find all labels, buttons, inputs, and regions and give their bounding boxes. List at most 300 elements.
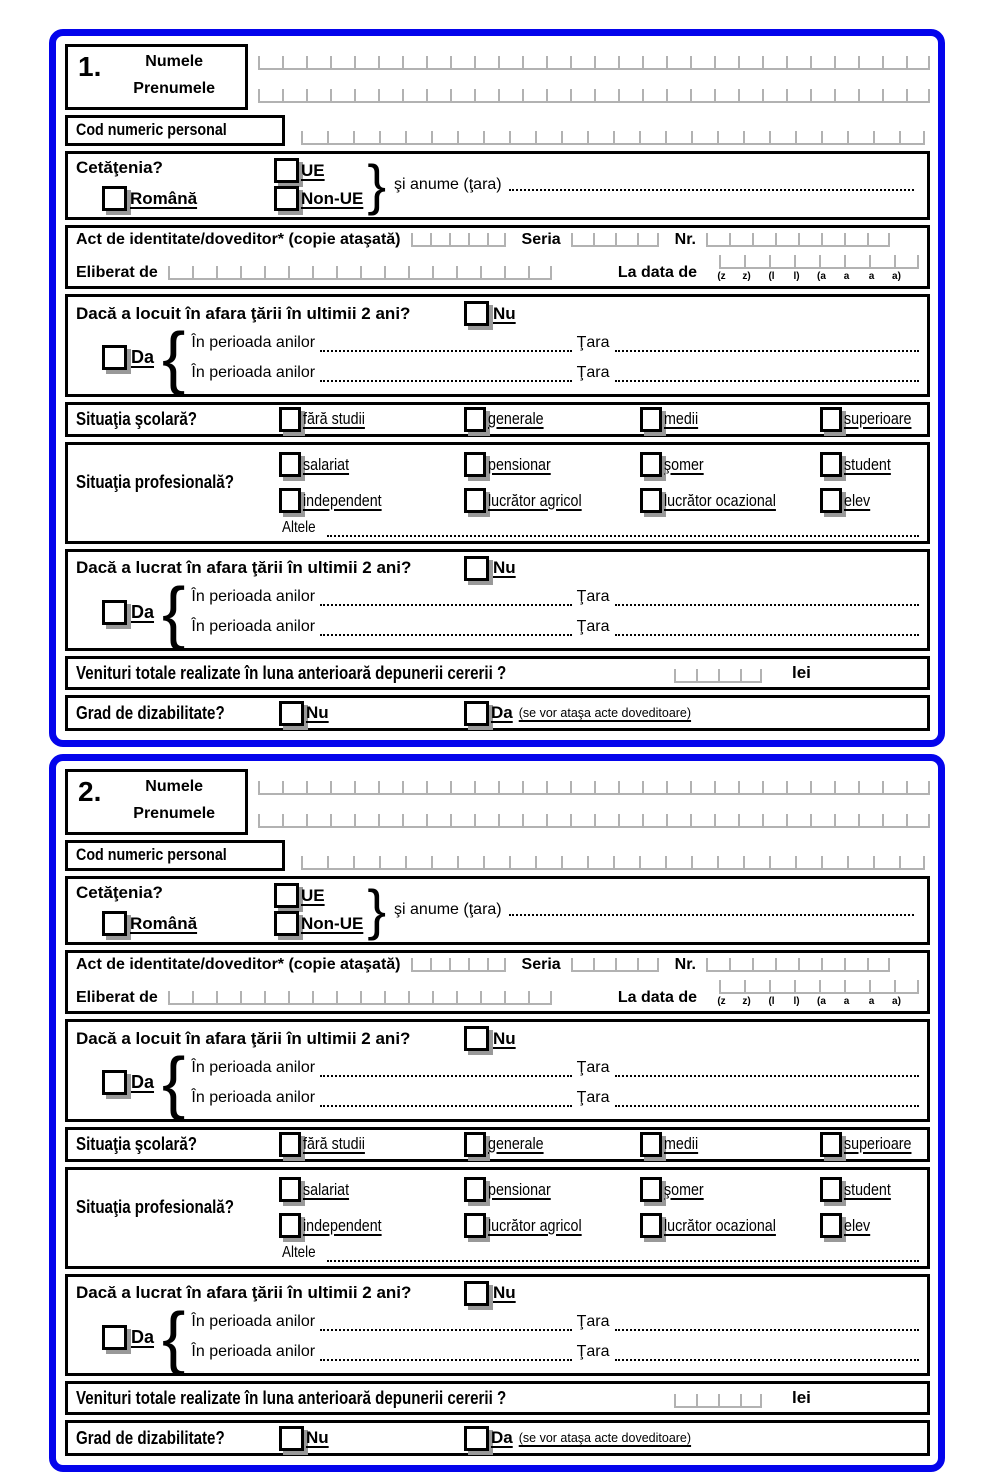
disability-row: [65, 1420, 930, 1456]
date-hint: (l: [768, 271, 775, 282]
citizenship-left: [76, 158, 274, 211]
country-label: Ţara: [576, 1313, 610, 1331]
option-salariat: [279, 1177, 464, 1202]
salariat-label: salariat: [303, 454, 350, 474]
period-write-in-line[interactable]: [320, 369, 572, 382]
date-hint: z): [742, 996, 751, 1007]
non-ue-option: [274, 186, 363, 211]
option-somer: [640, 452, 820, 477]
yes-label: Da: [491, 1428, 513, 1447]
income-question: Venituri totale realizate în luna anterioară depunerii cererii ?: [76, 662, 507, 683]
income-row: [65, 1381, 930, 1415]
somer-checkbox[interactable]: [640, 452, 662, 477]
date-comb[interactable]: [719, 980, 919, 994]
romana-checkbox[interactable]: [102, 186, 127, 211]
disability-yes-checkbox[interactable]: [464, 701, 489, 726]
altele-label: Altele: [282, 1243, 316, 1261]
pensionar-checkbox[interactable]: [464, 452, 486, 477]
option-superioare: [820, 407, 924, 432]
name-labels: [111, 777, 237, 826]
lucrator-ocazional-label: lucrător ocazional: [664, 1215, 776, 1235]
la-data-label: La data de: [617, 264, 697, 281]
somer-checkbox[interactable]: [640, 1177, 662, 1202]
country-write-in-line[interactable]: [509, 903, 914, 916]
no-label: Nu: [493, 303, 516, 323]
worked-abroad-no-checkbox[interactable]: [464, 1281, 489, 1306]
superioare-checkbox[interactable]: [820, 1132, 842, 1157]
pensionar-checkbox[interactable]: [464, 1177, 486, 1202]
citizenship-question: Cetăţenia?: [76, 158, 163, 177]
income-comb[interactable]: [674, 1394, 762, 1408]
education-question: Situaţia şcolară?: [76, 408, 198, 429]
lei-label: lei: [792, 663, 811, 682]
lived-abroad-question: Dacă a locuit în afara ţării în ultimii 2 ani?: [76, 303, 411, 323]
elev-checkbox[interactable]: [820, 1213, 842, 1238]
non-ue-checkbox[interactable]: [274, 186, 299, 211]
independent-checkbox[interactable]: [279, 488, 301, 513]
medii-label: medii: [664, 1134, 699, 1153]
option-student: [820, 452, 919, 477]
altele-label: Altele: [282, 518, 316, 536]
lucrator-agricol-label: lucrător agricol: [488, 490, 582, 510]
worked-abroad-question-line: [76, 1281, 919, 1306]
worked-abroad-details: [102, 572, 919, 651]
issue-date-group: [618, 255, 919, 282]
cnp-row: [65, 115, 930, 146]
period-write-in-line[interactable]: [320, 1348, 572, 1361]
period-label: În perioada anilor: [191, 1058, 316, 1076]
romana-option: [102, 186, 274, 211]
elev-label: elev: [844, 1215, 871, 1235]
disability-yes-checkbox[interactable]: [464, 1426, 489, 1451]
profession-question: Situaţia profesională?: [76, 1197, 234, 1217]
worked-abroad-details: [102, 1297, 919, 1376]
generale-checkbox[interactable]: [464, 407, 486, 432]
date-hint: a): [892, 996, 901, 1007]
period-write-in-line[interactable]: [320, 593, 572, 606]
education-row: [65, 402, 930, 437]
salariat-checkbox[interactable]: [279, 452, 301, 477]
name-label-box: [65, 769, 248, 835]
lived-abroad-question: Dacă a locuit în afara ţării în ultimii 2 ani?: [76, 1028, 411, 1048]
cnp-label-box: [65, 115, 285, 146]
prenumele-label: Prenumele: [133, 805, 216, 822]
student-checkbox[interactable]: [820, 1177, 842, 1202]
cnp-input-comb[interactable]: [301, 131, 925, 145]
option-fara-studii: [279, 407, 464, 432]
period-line: [191, 1313, 919, 1331]
country-write-in-line[interactable]: [615, 1094, 920, 1107]
country-write-in-line[interactable]: [615, 1348, 920, 1361]
name-comb-fields: [248, 44, 930, 110]
identity-line-1: [76, 956, 919, 974]
period-line: [191, 1059, 919, 1077]
prenumele-input-comb[interactable]: [258, 814, 930, 828]
option-generale: [464, 407, 640, 432]
lucrator-ocazional-checkbox[interactable]: [640, 1213, 662, 1238]
eliberat-comb[interactable]: [168, 266, 552, 280]
option-elev: [820, 488, 919, 513]
salariat-label: salariat: [303, 1179, 350, 1199]
ue-label: UE: [301, 885, 325, 905]
nr-label: Nr.: [674, 231, 696, 248]
cnp-label: Cod numeric personal: [76, 120, 227, 139]
name-row: [65, 44, 930, 110]
doc-type-comb[interactable]: [411, 233, 506, 247]
country-write-in-line[interactable]: [615, 369, 920, 382]
identity-line-2: [76, 255, 919, 282]
option-pensionar: [464, 452, 640, 477]
education-question: Situaţia şcolară?: [76, 1133, 198, 1154]
option-superioare: [820, 1132, 924, 1157]
name-row: [65, 769, 930, 835]
altele-line: [282, 1244, 919, 1262]
period-label: În perioada anilor: [191, 1088, 316, 1106]
country-write-in-line[interactable]: [615, 1318, 920, 1331]
doc-type-comb[interactable]: [411, 958, 506, 972]
date-hint: (a: [817, 996, 826, 1007]
fara-studii-label: fără studii: [303, 1134, 365, 1153]
citizenship-eu-options: [274, 883, 363, 936]
period-write-in-line[interactable]: [320, 1318, 572, 1331]
identity-document-row: [65, 225, 930, 289]
period-label: În perioada anilor: [191, 618, 316, 636]
yes-label: Da: [491, 703, 513, 722]
person-number: 2.: [78, 776, 102, 807]
profession-grid: [76, 447, 919, 519]
romana-label: Română: [130, 188, 198, 208]
period-label: În perioada anilor: [191, 363, 316, 381]
identity-doc-label: Act de identitate/doveditor* (copie ataşată): [76, 231, 401, 248]
date-hint: l): [793, 996, 800, 1007]
period-write-in-line[interactable]: [320, 1064, 572, 1077]
worked-abroad-question: Dacă a lucrat în afara ţării în ultimii 2 ani?: [76, 1283, 412, 1302]
profession-row: [65, 442, 930, 544]
worked-abroad-no-checkbox[interactable]: [464, 556, 489, 581]
name-comb-fields: [248, 769, 930, 835]
superioare-label: superioare: [844, 1134, 912, 1153]
option-student: [820, 1177, 919, 1202]
altele-line: [282, 519, 919, 537]
lucrator-agricol-checkbox[interactable]: [464, 1213, 486, 1238]
nr-label: Nr.: [674, 956, 696, 973]
lived-abroad-question-line: [76, 1026, 919, 1051]
no-label: Nu: [493, 1028, 516, 1048]
nr-comb[interactable]: [706, 958, 890, 972]
romana-option: [102, 911, 274, 936]
pensionar-label: pensionar: [488, 454, 551, 474]
numele-input-comb[interactable]: [258, 56, 930, 70]
lived-abroad-row: [65, 294, 930, 397]
cnp-label: Cod numeric personal: [76, 845, 227, 864]
citizenship-left: [76, 883, 274, 936]
person-section: [49, 754, 945, 1472]
independent-checkbox[interactable]: [279, 1213, 301, 1238]
ue-option: [274, 158, 363, 183]
eliberat-label: Eliberat de: [76, 264, 158, 281]
ue-checkbox[interactable]: [274, 883, 299, 908]
eliberat-comb[interactable]: [168, 991, 552, 1005]
period-line: [191, 1089, 919, 1107]
income-row: [65, 656, 930, 690]
date-hint: (a: [817, 271, 826, 282]
lucrator-agricol-checkbox[interactable]: [464, 488, 486, 513]
identity-line-2: [76, 980, 919, 1007]
country-label: Ţara: [576, 1058, 610, 1076]
option-fara-studii: [279, 1132, 464, 1157]
lucrator-ocazional-checkbox[interactable]: [640, 488, 662, 513]
option-lucrator-agricol: [464, 488, 640, 513]
period-label: În perioada anilor: [191, 1313, 316, 1331]
independent-label: independent: [303, 1215, 382, 1235]
non-ue-label: Non-UE: [301, 188, 364, 208]
option-medii: [640, 407, 820, 432]
fara-studii-checkbox[interactable]: [279, 407, 301, 432]
worked-abroad-row: [65, 1274, 930, 1377]
income-question: Venituri totale realizate în luna anterioară depunerii cererii ?: [76, 1387, 507, 1408]
option-independent: [279, 488, 464, 513]
independent-label: independent: [303, 490, 382, 510]
date-comb[interactable]: [719, 255, 919, 269]
option-lucrator-agricol: [464, 1213, 640, 1238]
opening-brace: {: [162, 572, 186, 651]
lived-abroad-yes-checkbox[interactable]: [102, 345, 127, 370]
no-label: Nu: [493, 558, 516, 577]
student-label: student: [844, 1179, 891, 1199]
yes-label: Da: [131, 1072, 155, 1093]
option-independent: [279, 1213, 464, 1238]
student-label: student: [844, 454, 891, 474]
date-field: [709, 255, 919, 282]
disability-row: [65, 695, 930, 731]
date-hint: (z: [717, 271, 726, 282]
cnp-label-box: [65, 840, 285, 871]
non-ue-checkbox[interactable]: [274, 911, 299, 936]
country-label: Ţara: [576, 588, 610, 606]
income-comb[interactable]: [674, 669, 762, 683]
name-labels: [111, 52, 237, 101]
somer-label: şomer: [664, 454, 704, 474]
nr-comb[interactable]: [706, 233, 890, 247]
generale-label: generale: [488, 1134, 544, 1153]
disability-no-checkbox[interactable]: [279, 701, 304, 726]
option-lucrator-ocazional: [640, 488, 820, 513]
worked-abroad-question: Dacă a lucrat în afara ţării în ultimii 2 ani?: [76, 558, 412, 577]
altele-write-in-line[interactable]: [327, 1249, 919, 1262]
period-line: [191, 588, 919, 606]
closing-brace: }: [367, 877, 387, 941]
numele-label: Numele: [145, 778, 204, 795]
country-write-in-line[interactable]: [615, 593, 920, 606]
superioare-label: superioare: [844, 409, 912, 428]
option-salariat: [279, 452, 464, 477]
period-lines: [191, 588, 919, 636]
seria-comb[interactable]: [571, 958, 659, 972]
lived-abroad-details: [102, 1043, 919, 1121]
worked-abroad-yes-checkbox[interactable]: [102, 1325, 127, 1350]
ue-checkbox[interactable]: [274, 158, 299, 183]
lived-abroad-no-checkbox[interactable]: [464, 301, 489, 326]
no-label: Nu: [306, 703, 329, 722]
country-write-in-line[interactable]: [615, 1064, 920, 1077]
profession-row: [65, 1167, 930, 1269]
country-label: Ţara: [576, 363, 610, 381]
date-hint: (l: [768, 996, 775, 1007]
disability-question: Grad de dizabilitate?: [76, 1427, 225, 1448]
option-pensionar: [464, 1177, 640, 1202]
period-lines: [191, 1059, 919, 1107]
disability-yes-option: [464, 701, 919, 726]
somer-label: şomer: [664, 1179, 704, 1199]
disability-no-option: [279, 701, 464, 726]
period-line: [191, 618, 919, 636]
date-field: [709, 980, 919, 1007]
period-label: În perioada anilor: [191, 333, 316, 351]
romana-label: Română: [130, 913, 198, 933]
lucrator-agricol-label: lucrător agricol: [488, 1215, 582, 1235]
country-label: Ţara: [576, 1088, 610, 1106]
date-hint: a: [868, 996, 875, 1007]
numele-input-comb[interactable]: [258, 781, 930, 795]
yes-label: Da: [131, 601, 155, 622]
citizenship-row: [65, 151, 930, 220]
student-checkbox[interactable]: [820, 452, 842, 477]
period-label: În perioada anilor: [191, 588, 316, 606]
period-write-in-line[interactable]: [320, 623, 572, 636]
option-medii: [640, 1132, 820, 1157]
yes-label: Da: [131, 347, 155, 368]
date-hint: a: [843, 271, 850, 282]
date-hint: l): [793, 271, 800, 282]
person-section: [49, 29, 945, 747]
period-line: [191, 1343, 919, 1361]
romana-checkbox[interactable]: [102, 911, 127, 936]
medii-checkbox[interactable]: [640, 1132, 662, 1157]
closing-brace: }: [367, 152, 387, 216]
cnp-row: [65, 840, 930, 871]
seria-comb[interactable]: [571, 233, 659, 247]
lived-abroad-no-checkbox[interactable]: [464, 1026, 489, 1051]
country-label: Ţara: [576, 618, 610, 636]
profession-question: Situaţia profesională?: [76, 472, 234, 492]
lived-abroad-details: [102, 318, 919, 396]
disability-yes-note: (se vor ataşa acte doveditoare): [518, 706, 692, 720]
citizenship-eu-options: [274, 158, 363, 211]
elev-checkbox[interactable]: [820, 488, 842, 513]
date-format-hints: [709, 271, 919, 282]
period-line: [191, 364, 919, 382]
ue-option: [274, 883, 363, 908]
period-lines: [191, 1313, 919, 1361]
period-line: [191, 334, 919, 352]
generale-checkbox[interactable]: [464, 1132, 486, 1157]
option-somer: [640, 1177, 820, 1202]
date-hint: a: [868, 271, 875, 282]
medii-checkbox[interactable]: [640, 407, 662, 432]
fara-studii-label: fără studii: [303, 409, 365, 428]
non-ue-option: [274, 911, 363, 936]
ue-label: UE: [301, 160, 325, 180]
seria-label: Seria: [521, 956, 561, 973]
altele-write-in-line[interactable]: [327, 524, 919, 537]
no-label: Nu: [493, 1283, 516, 1302]
medii-label: medii: [664, 409, 699, 428]
prenumele-input-comb[interactable]: [258, 89, 930, 103]
si-anume-label: şi anume (ţara): [394, 900, 502, 918]
date-hint: a: [843, 996, 850, 1007]
period-lines: [191, 334, 919, 382]
citizenship-question: Cetăţenia?: [76, 883, 163, 902]
country-write-in-line[interactable]: [615, 339, 920, 352]
option-elev: [820, 1213, 919, 1238]
period-label: În perioada anilor: [191, 1343, 316, 1361]
eliberat-label: Eliberat de: [76, 989, 158, 1006]
worked-abroad-question-line: [76, 556, 919, 581]
no-label: Nu: [306, 1428, 329, 1447]
identity-document-row: [65, 950, 930, 1014]
date-hint: a): [892, 271, 901, 282]
period-write-in-line[interactable]: [320, 1094, 572, 1107]
disability-yes-option: [464, 1426, 919, 1451]
la-data-label: La data de: [617, 989, 697, 1006]
name-label-box: [65, 44, 248, 110]
si-anume-label: şi anume (ţara): [394, 175, 502, 193]
lucrator-ocazional-label: lucrător ocazional: [664, 490, 776, 510]
issue-date-group: [618, 980, 919, 1007]
disability-yes-note: (se vor ataşa acte doveditoare): [518, 1431, 692, 1445]
salariat-checkbox[interactable]: [279, 1177, 301, 1202]
opening-brace: {: [162, 318, 186, 396]
yes-label: Da: [131, 1326, 155, 1347]
identity-doc-label: Act de identitate/doveditor* (copie ataşată): [76, 956, 401, 973]
education-row: [65, 1127, 930, 1162]
lived-abroad-yes-checkbox[interactable]: [102, 1070, 127, 1095]
date-format-hints: [709, 996, 919, 1007]
disability-no-option: [279, 1426, 464, 1451]
non-ue-label: Non-UE: [301, 913, 364, 933]
seria-label: Seria: [521, 231, 561, 248]
opening-brace: {: [162, 1043, 186, 1121]
elev-label: elev: [844, 490, 871, 510]
numele-label: Numele: [145, 53, 204, 70]
superioare-checkbox[interactable]: [820, 407, 842, 432]
profession-grid: [76, 1172, 919, 1244]
lived-abroad-question-line: [76, 301, 919, 326]
worked-abroad-row: [65, 549, 930, 652]
disability-question: Grad de dizabilitate?: [76, 702, 225, 723]
period-write-in-line[interactable]: [320, 339, 572, 352]
worked-abroad-yes-checkbox[interactable]: [102, 600, 127, 625]
lived-abroad-row: [65, 1019, 930, 1122]
prenumele-label: Prenumele: [133, 80, 216, 97]
country-label: Ţara: [576, 333, 610, 351]
country-label: Ţara: [576, 1343, 610, 1361]
generale-label: generale: [488, 409, 544, 428]
country-write-in-line[interactable]: [509, 178, 914, 191]
cnp-input-comb[interactable]: [301, 856, 925, 870]
citizenship-row: [65, 876, 930, 945]
identity-line-1: [76, 231, 919, 249]
date-hint: (z: [717, 996, 726, 1007]
country-write-in-line[interactable]: [615, 623, 920, 636]
fara-studii-checkbox[interactable]: [279, 1132, 301, 1157]
disability-no-checkbox[interactable]: [279, 1426, 304, 1451]
opening-brace: {: [162, 1297, 186, 1376]
date-hint: z): [742, 271, 751, 282]
person-number: 1.: [78, 51, 102, 82]
lei-label: lei: [792, 1388, 811, 1407]
pensionar-label: pensionar: [488, 1179, 551, 1199]
